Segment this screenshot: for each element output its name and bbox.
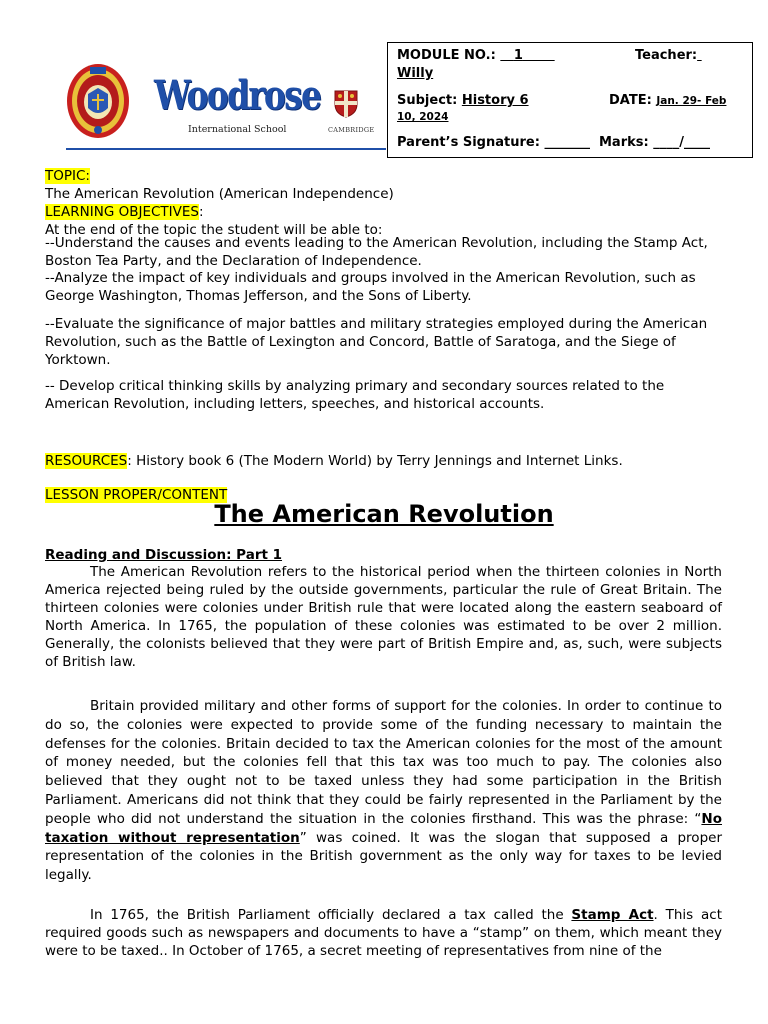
- signature-label: Parent’s Signature:: [397, 135, 540, 150]
- date-value-line2: 10, 2024: [397, 111, 449, 123]
- marks-blank: ____/____: [653, 135, 710, 150]
- module-row: [397, 48, 555, 63]
- marks-label: Marks:: [599, 135, 649, 150]
- subject-label: Subject:: [397, 93, 458, 108]
- module-value: 1: [513, 48, 523, 63]
- subject-value: History 6: [461, 93, 529, 108]
- paragraph-1: The American Revolution refers to the historical period when the thirteen colonies in North America rejected being ruled by the outside governments, particular the rule of Great Britain. The thirteen colonies were colonies under British rule that were located along the eastern seaboard of North America. In 1765, the population of these colonies was estimated to be over 2 million. Generally, the colonists believed that they were part of British Empire and, as, such, were subjects of British law.: [45, 564, 722, 670]
- school-logo-area: [66, 62, 376, 146]
- page-title: The American Revolution: [214, 500, 554, 528]
- topic-label: TOPIC:: [45, 168, 90, 184]
- school-seal-icon: [66, 62, 130, 140]
- school-brand-name: Woodrose: [154, 72, 321, 119]
- date-value-line1: Jan. 29- Feb: [656, 95, 727, 107]
- resources-label: RESOURCES: [45, 453, 128, 469]
- resources-text: : History book 6 (The Modern World) by Terry Jennings and Internet Links.: [127, 453, 623, 469]
- slogan-text: No taxation without representation: [45, 810, 722, 846]
- cambridge-label: CAMBRIDGE: [328, 126, 375, 134]
- objectives-intro: At the end of the topic the student will be able to:: [45, 222, 383, 238]
- teacher-label: Teacher:: [635, 48, 698, 63]
- objective-item-4: -- Develop critical thinking skills by analyzing primary and secondary sources related to the American Revolution, including letters, speeches, and historical accounts.: [45, 378, 665, 412]
- objectives-label: LEARNING OBJECTIVES: [45, 204, 199, 220]
- objective-item-2: --Analyze the impact of key individuals and groups involved in the American Revolution, such as George Washington, Thomas Jefferson, and the Sons of Liberty.: [45, 270, 696, 304]
- signature-blank: _______: [544, 135, 590, 150]
- date-row: [609, 93, 726, 108]
- signature-row: [397, 135, 710, 150]
- resources-section: [45, 452, 722, 470]
- subject-row: [397, 93, 529, 108]
- paragraph-3: In 1765, the British Parliament officially declared a tax called the Stamp Act. This act required goods such as newspapers and documents to have a “stamp” on them, which meant they were to be taxed.. In October of 1765, a secret meeting of representatives from nine of the: [45, 907, 722, 959]
- school-brand-subtitle: International School: [188, 124, 287, 135]
- topic-section: TOPIC: The American Revolution (American Independence) LEARNING OBJECTIVES: At the end of the topic the student will be able to:: [45, 168, 394, 238]
- module-label: MODULE NO.:: [397, 48, 496, 63]
- part-heading: Reading and Discussion: Part 1: [45, 547, 283, 563]
- header-divider: [66, 148, 386, 150]
- lesson-section-label: LESSON PROPER/CONTENT: [45, 487, 228, 503]
- stamp-act-term: Stamp Act: [571, 907, 654, 923]
- objective-item-3: --Evaluate the significance of major battles and military strategies employed during the American Revolution, such as the Battle of Lexington and Concord, Battle of Saratoga, and the Siege of Yorktown.: [45, 316, 708, 368]
- objective-item-1: --Understand the causes and events leading to the American Revolution, including the Stamp Act, Boston Tea Party, and the Declaration of Independence.: [45, 235, 708, 269]
- module-info-box: [387, 42, 753, 158]
- topic-text: The American Revolution (American Independence): [45, 186, 394, 202]
- date-label: DATE:: [609, 93, 652, 108]
- cambridge-shield-icon: [334, 90, 358, 118]
- teacher-row: [635, 48, 702, 63]
- teacher-value: Willy: [397, 66, 434, 81]
- paragraph-2: Britain provided military and other forms of support for the colonies. In order to continue to do so, the colonies were expected to provide some of the funding necessary to maintain the defenses for the colonies. Britain decided to tax the American colonies for the most of the amount of money needed, but the colonies fell that this tax was too much to pay. The colonies also believed that they ought not to be taxed unless they had some participation in the British Parliament. Americans did not think that they could be fairly represented in the Parliament by the people who did not understand the situation in the colonies firsthand. This was the phrase: “No taxation without representation” was coined. It was the slogan that supposed a proper representation of the colonies in the British government as the only way for taxes to be levied legally.: [45, 698, 722, 884]
